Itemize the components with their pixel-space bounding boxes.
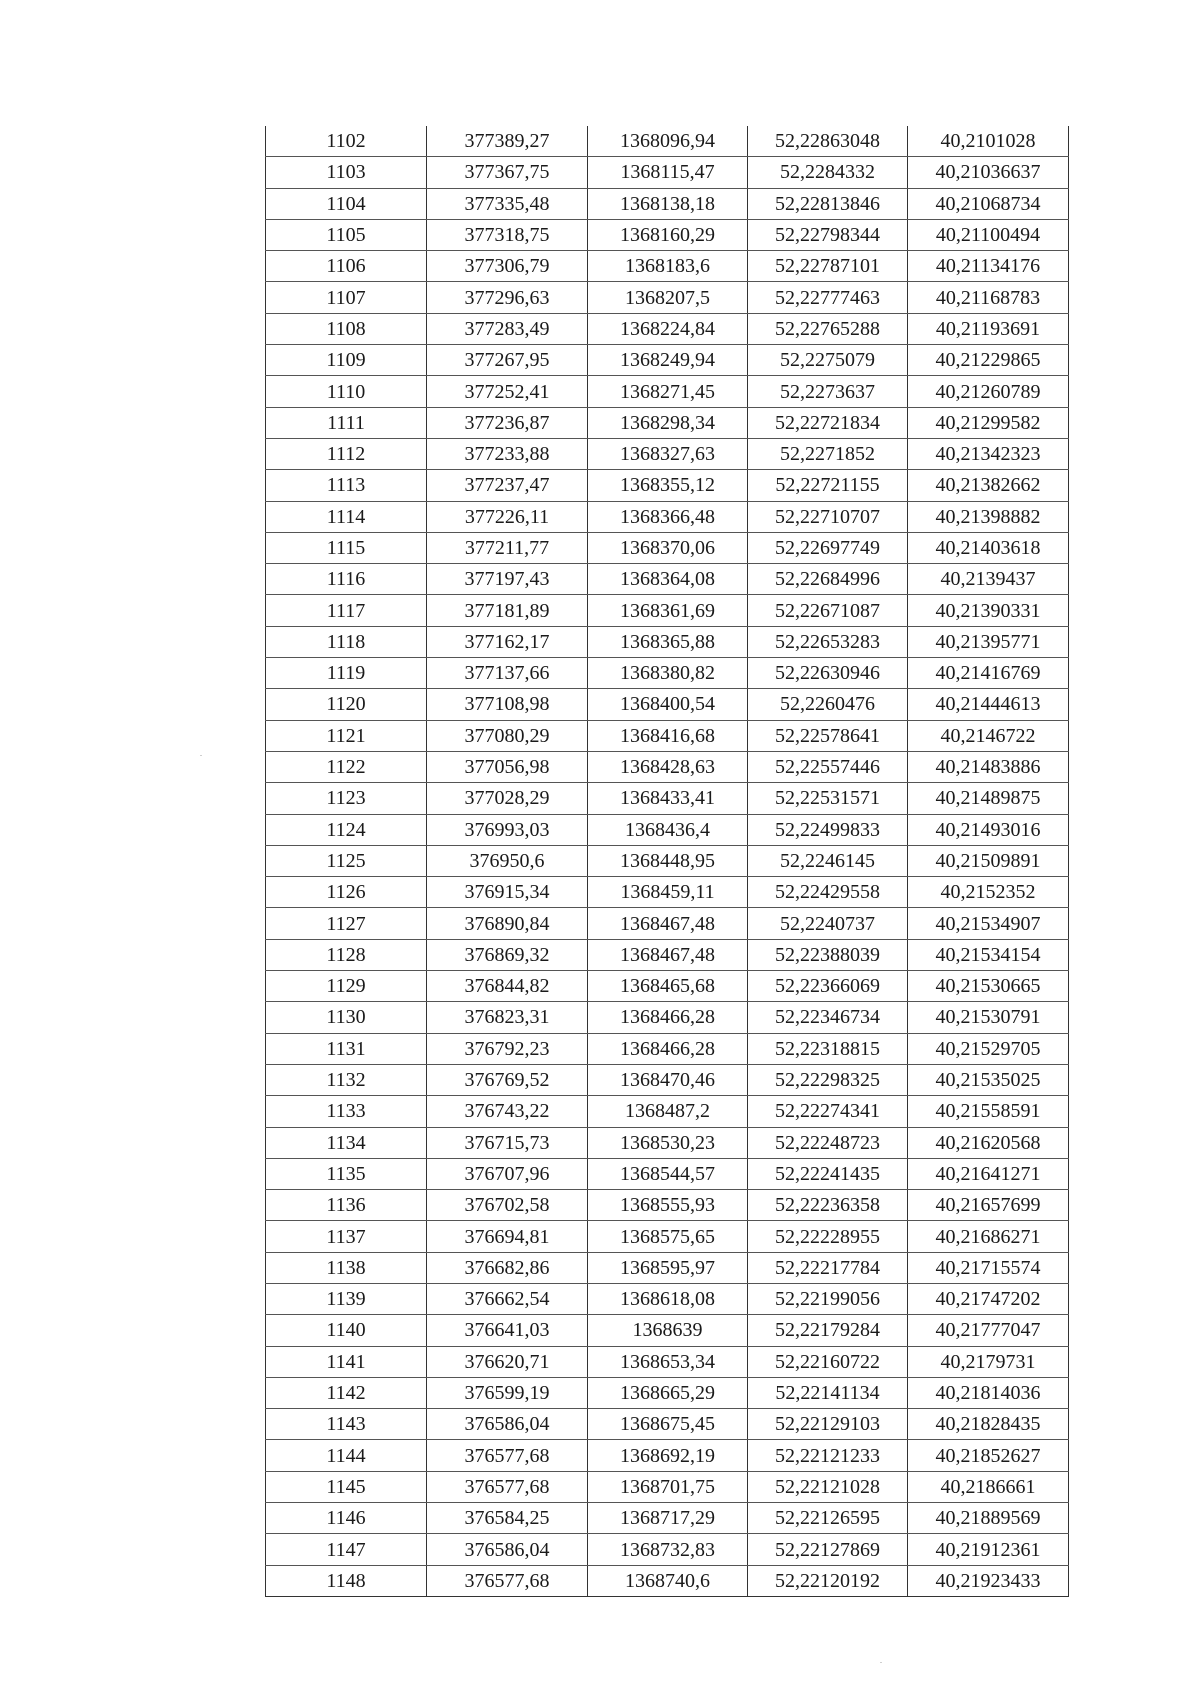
x-coordinate-cell: 376599,19 xyxy=(427,1377,588,1408)
y-coordinate-cell: 1368701,75 xyxy=(588,1471,748,1502)
point-number-cell: 1127 xyxy=(266,908,427,939)
longitude-cell: 40,21534907 xyxy=(908,908,1069,939)
point-number-cell: 1118 xyxy=(266,626,427,657)
longitude-cell: 40,2152352 xyxy=(908,877,1069,908)
longitude-cell: 40,2179731 xyxy=(908,1346,1069,1377)
longitude-cell: 40,2101028 xyxy=(908,126,1069,157)
latitude-cell: 52,22228955 xyxy=(748,1221,908,1252)
x-coordinate-cell: 377318,75 xyxy=(427,219,588,250)
longitude-cell: 40,21747202 xyxy=(908,1283,1069,1314)
table-row xyxy=(266,251,1069,282)
latitude-cell: 52,22777463 xyxy=(748,282,908,313)
point-number-cell: 1107 xyxy=(266,282,427,313)
x-coordinate-cell: 377181,89 xyxy=(427,595,588,626)
y-coordinate-cell: 1368428,63 xyxy=(588,751,748,782)
x-coordinate-cell: 377197,43 xyxy=(427,564,588,595)
latitude-cell: 52,22499833 xyxy=(748,814,908,845)
longitude-cell: 40,21814036 xyxy=(908,1377,1069,1408)
longitude-cell: 40,21260789 xyxy=(908,376,1069,407)
table-row xyxy=(266,1440,1069,1471)
y-coordinate-cell: 1368355,12 xyxy=(588,470,748,501)
latitude-cell: 52,22217784 xyxy=(748,1252,908,1283)
longitude-cell: 40,21828435 xyxy=(908,1409,1069,1440)
longitude-cell: 40,21299582 xyxy=(908,407,1069,438)
point-number-cell: 1113 xyxy=(266,470,427,501)
longitude-cell: 40,2146722 xyxy=(908,720,1069,751)
y-coordinate-cell: 1368448,95 xyxy=(588,845,748,876)
longitude-cell: 40,21398882 xyxy=(908,501,1069,532)
point-number-cell: 1105 xyxy=(266,219,427,250)
y-coordinate-cell: 1368544,57 xyxy=(588,1158,748,1189)
point-number-cell: 1112 xyxy=(266,438,427,469)
point-number-cell: 1104 xyxy=(266,188,427,219)
table-row xyxy=(266,1409,1069,1440)
x-coordinate-cell: 376950,6 xyxy=(427,845,588,876)
longitude-cell: 40,21193691 xyxy=(908,313,1069,344)
x-coordinate-cell: 376915,34 xyxy=(427,877,588,908)
table-row xyxy=(266,939,1069,970)
table-row xyxy=(266,1377,1069,1408)
longitude-cell: 40,21416769 xyxy=(908,658,1069,689)
x-coordinate-cell: 377306,79 xyxy=(427,251,588,282)
point-number-cell: 1143 xyxy=(266,1409,427,1440)
longitude-cell: 40,21620568 xyxy=(908,1127,1069,1158)
latitude-cell: 52,22710707 xyxy=(748,501,908,532)
x-coordinate-cell: 377296,63 xyxy=(427,282,588,313)
latitude-cell: 52,2260476 xyxy=(748,689,908,720)
y-coordinate-cell: 1368653,34 xyxy=(588,1346,748,1377)
table-row xyxy=(266,1252,1069,1283)
x-coordinate-cell: 377283,49 xyxy=(427,313,588,344)
table-row xyxy=(266,1096,1069,1127)
x-coordinate-cell: 377237,47 xyxy=(427,470,588,501)
y-coordinate-cell: 1368436,4 xyxy=(588,814,748,845)
x-coordinate-cell: 376702,58 xyxy=(427,1190,588,1221)
latitude-cell: 52,22298325 xyxy=(748,1064,908,1095)
y-coordinate-cell: 1368732,83 xyxy=(588,1534,748,1565)
x-coordinate-cell: 376823,31 xyxy=(427,1002,588,1033)
y-coordinate-cell: 1368595,97 xyxy=(588,1252,748,1283)
x-coordinate-cell: 376707,96 xyxy=(427,1158,588,1189)
point-number-cell: 1148 xyxy=(266,1565,427,1596)
longitude-cell: 40,21923433 xyxy=(908,1565,1069,1596)
y-coordinate-cell: 1368115,47 xyxy=(588,157,748,188)
table-row xyxy=(266,1565,1069,1596)
latitude-cell: 52,2273637 xyxy=(748,376,908,407)
latitude-cell: 52,22863048 xyxy=(748,126,908,157)
longitude-cell: 40,21068734 xyxy=(908,188,1069,219)
table-row xyxy=(266,438,1069,469)
x-coordinate-cell: 376869,32 xyxy=(427,939,588,970)
latitude-cell: 52,22721834 xyxy=(748,407,908,438)
x-coordinate-cell: 377080,29 xyxy=(427,720,588,751)
point-number-cell: 1117 xyxy=(266,595,427,626)
table-row xyxy=(266,126,1069,157)
point-number-cell: 1124 xyxy=(266,814,427,845)
y-coordinate-cell: 1368740,6 xyxy=(588,1565,748,1596)
x-coordinate-cell: 377056,98 xyxy=(427,751,588,782)
x-coordinate-cell: 377211,77 xyxy=(427,532,588,563)
longitude-cell: 40,21534154 xyxy=(908,939,1069,970)
y-coordinate-cell: 1368400,54 xyxy=(588,689,748,720)
x-coordinate-cell: 376584,25 xyxy=(427,1503,588,1534)
table-row xyxy=(266,313,1069,344)
longitude-cell: 40,21229865 xyxy=(908,345,1069,376)
latitude-cell: 52,22121028 xyxy=(748,1471,908,1502)
y-coordinate-cell: 1368470,46 xyxy=(588,1064,748,1095)
latitude-cell: 52,22236358 xyxy=(748,1190,908,1221)
latitude-cell: 52,22671087 xyxy=(748,595,908,626)
y-coordinate-cell: 1368183,6 xyxy=(588,251,748,282)
x-coordinate-cell: 376641,03 xyxy=(427,1315,588,1346)
table-row xyxy=(266,376,1069,407)
point-number-cell: 1103 xyxy=(266,157,427,188)
point-number-cell: 1122 xyxy=(266,751,427,782)
latitude-cell: 52,22531571 xyxy=(748,783,908,814)
point-number-cell: 1139 xyxy=(266,1283,427,1314)
x-coordinate-cell: 377236,87 xyxy=(427,407,588,438)
point-number-cell: 1137 xyxy=(266,1221,427,1252)
y-coordinate-cell: 1368466,28 xyxy=(588,1002,748,1033)
x-coordinate-cell: 376844,82 xyxy=(427,971,588,1002)
table-row xyxy=(266,501,1069,532)
longitude-cell: 40,21686271 xyxy=(908,1221,1069,1252)
point-number-cell: 1132 xyxy=(266,1064,427,1095)
point-number-cell: 1114 xyxy=(266,501,427,532)
x-coordinate-cell: 377028,29 xyxy=(427,783,588,814)
table-row xyxy=(266,751,1069,782)
table-row xyxy=(266,845,1069,876)
longitude-cell: 40,21403618 xyxy=(908,532,1069,563)
table-row xyxy=(266,1471,1069,1502)
longitude-cell: 40,21558591 xyxy=(908,1096,1069,1127)
point-number-cell: 1108 xyxy=(266,313,427,344)
longitude-cell: 40,21390331 xyxy=(908,595,1069,626)
table-row xyxy=(266,1283,1069,1314)
latitude-cell: 52,22697749 xyxy=(748,532,908,563)
y-coordinate-cell: 1368433,41 xyxy=(588,783,748,814)
point-number-cell: 1126 xyxy=(266,877,427,908)
table-row xyxy=(266,1064,1069,1095)
point-number-cell: 1119 xyxy=(266,658,427,689)
latitude-cell: 52,22120192 xyxy=(748,1565,908,1596)
y-coordinate-cell: 1368366,48 xyxy=(588,501,748,532)
x-coordinate-cell: 377367,75 xyxy=(427,157,588,188)
latitude-cell: 52,22798344 xyxy=(748,219,908,250)
longitude-cell: 40,21889569 xyxy=(908,1503,1069,1534)
y-coordinate-cell: 1368530,23 xyxy=(588,1127,748,1158)
table-row xyxy=(266,188,1069,219)
y-coordinate-cell: 1368096,94 xyxy=(588,126,748,157)
y-coordinate-cell: 1368618,08 xyxy=(588,1283,748,1314)
table-row xyxy=(266,282,1069,313)
point-number-cell: 1140 xyxy=(266,1315,427,1346)
longitude-cell: 40,21530791 xyxy=(908,1002,1069,1033)
point-number-cell: 1130 xyxy=(266,1002,427,1033)
table-row xyxy=(266,720,1069,751)
point-number-cell: 1102 xyxy=(266,126,427,157)
point-number-cell: 1138 xyxy=(266,1252,427,1283)
y-coordinate-cell: 1368717,29 xyxy=(588,1503,748,1534)
y-coordinate-cell: 1368487,2 xyxy=(588,1096,748,1127)
y-coordinate-cell: 1368271,45 xyxy=(588,376,748,407)
table-row xyxy=(266,564,1069,595)
longitude-cell: 40,21382662 xyxy=(908,470,1069,501)
latitude-cell: 52,22126595 xyxy=(748,1503,908,1534)
latitude-cell: 52,22318815 xyxy=(748,1033,908,1064)
longitude-cell: 40,21134176 xyxy=(908,251,1069,282)
table-row xyxy=(266,595,1069,626)
point-number-cell: 1115 xyxy=(266,532,427,563)
table-row xyxy=(266,971,1069,1002)
latitude-cell: 52,2246145 xyxy=(748,845,908,876)
x-coordinate-cell: 377226,11 xyxy=(427,501,588,532)
y-coordinate-cell: 1368370,06 xyxy=(588,532,748,563)
longitude-cell: 40,21483886 xyxy=(908,751,1069,782)
table-row xyxy=(266,908,1069,939)
latitude-cell: 52,22630946 xyxy=(748,658,908,689)
point-number-cell: 1121 xyxy=(266,720,427,751)
y-coordinate-cell: 1368555,93 xyxy=(588,1190,748,1221)
coordinates-table-body xyxy=(266,126,1069,1596)
point-number-cell: 1133 xyxy=(266,1096,427,1127)
table-row xyxy=(266,1315,1069,1346)
point-number-cell: 1123 xyxy=(266,783,427,814)
latitude-cell: 52,22248723 xyxy=(748,1127,908,1158)
latitude-cell: 52,22160722 xyxy=(748,1346,908,1377)
point-number-cell: 1142 xyxy=(266,1377,427,1408)
table-row xyxy=(266,532,1069,563)
scan-speck xyxy=(880,1662,882,1663)
point-number-cell: 1134 xyxy=(266,1127,427,1158)
point-number-cell: 1136 xyxy=(266,1190,427,1221)
longitude-cell: 40,21168783 xyxy=(908,282,1069,313)
longitude-cell: 40,21489875 xyxy=(908,783,1069,814)
x-coordinate-cell: 376715,73 xyxy=(427,1127,588,1158)
latitude-cell: 52,22765288 xyxy=(748,313,908,344)
point-number-cell: 1116 xyxy=(266,564,427,595)
table-row xyxy=(266,783,1069,814)
latitude-cell: 52,22241435 xyxy=(748,1158,908,1189)
y-coordinate-cell: 1368138,18 xyxy=(588,188,748,219)
point-number-cell: 1135 xyxy=(266,1158,427,1189)
x-coordinate-cell: 377233,88 xyxy=(427,438,588,469)
y-coordinate-cell: 1368639 xyxy=(588,1315,748,1346)
x-coordinate-cell: 376620,71 xyxy=(427,1346,588,1377)
x-coordinate-cell: 376586,04 xyxy=(427,1409,588,1440)
longitude-cell: 40,21530665 xyxy=(908,971,1069,1002)
point-number-cell: 1120 xyxy=(266,689,427,720)
x-coordinate-cell: 376890,84 xyxy=(427,908,588,939)
latitude-cell: 52,22366069 xyxy=(748,971,908,1002)
latitude-cell: 52,22653283 xyxy=(748,626,908,657)
latitude-cell: 52,2284332 xyxy=(748,157,908,188)
table-row xyxy=(266,814,1069,845)
longitude-cell: 40,21535025 xyxy=(908,1064,1069,1095)
longitude-cell: 40,2186661 xyxy=(908,1471,1069,1502)
point-number-cell: 1106 xyxy=(266,251,427,282)
latitude-cell: 52,22578641 xyxy=(748,720,908,751)
point-number-cell: 1110 xyxy=(266,376,427,407)
table-row xyxy=(266,345,1069,376)
y-coordinate-cell: 1368361,69 xyxy=(588,595,748,626)
x-coordinate-cell: 377108,98 xyxy=(427,689,588,720)
y-coordinate-cell: 1368467,48 xyxy=(588,908,748,939)
point-number-cell: 1129 xyxy=(266,971,427,1002)
y-coordinate-cell: 1368380,82 xyxy=(588,658,748,689)
table-row xyxy=(266,658,1069,689)
longitude-cell: 40,21509891 xyxy=(908,845,1069,876)
point-number-cell: 1128 xyxy=(266,939,427,970)
x-coordinate-cell: 377252,41 xyxy=(427,376,588,407)
x-coordinate-cell: 376577,68 xyxy=(427,1440,588,1471)
longitude-cell: 40,21912361 xyxy=(908,1534,1069,1565)
x-coordinate-cell: 376577,68 xyxy=(427,1471,588,1502)
x-coordinate-cell: 376577,68 xyxy=(427,1565,588,1596)
table-row xyxy=(266,407,1069,438)
y-coordinate-cell: 1368467,48 xyxy=(588,939,748,970)
coordinates-table xyxy=(265,126,1069,1597)
point-number-cell: 1141 xyxy=(266,1346,427,1377)
latitude-cell: 52,22199056 xyxy=(748,1283,908,1314)
latitude-cell: 52,22557446 xyxy=(748,751,908,782)
y-coordinate-cell: 1368665,29 xyxy=(588,1377,748,1408)
latitude-cell: 52,22429558 xyxy=(748,877,908,908)
y-coordinate-cell: 1368675,45 xyxy=(588,1409,748,1440)
point-number-cell: 1125 xyxy=(266,845,427,876)
table-row xyxy=(266,626,1069,657)
point-number-cell: 1147 xyxy=(266,1534,427,1565)
table-row xyxy=(266,1002,1069,1033)
x-coordinate-cell: 376586,04 xyxy=(427,1534,588,1565)
x-coordinate-cell: 376769,52 xyxy=(427,1064,588,1095)
x-coordinate-cell: 377267,95 xyxy=(427,345,588,376)
x-coordinate-cell: 376792,23 xyxy=(427,1033,588,1064)
longitude-cell: 40,21036637 xyxy=(908,157,1069,188)
longitude-cell: 40,21395771 xyxy=(908,626,1069,657)
longitude-cell: 40,21342323 xyxy=(908,438,1069,469)
latitude-cell: 52,22813846 xyxy=(748,188,908,219)
latitude-cell: 52,2275079 xyxy=(748,345,908,376)
y-coordinate-cell: 1368298,34 xyxy=(588,407,748,438)
scan-speck xyxy=(200,755,202,756)
table-row xyxy=(266,1503,1069,1534)
longitude-cell: 40,2139437 xyxy=(908,564,1069,595)
latitude-cell: 52,22141134 xyxy=(748,1377,908,1408)
latitude-cell: 52,22684996 xyxy=(748,564,908,595)
table-row xyxy=(266,219,1069,250)
latitude-cell: 52,22388039 xyxy=(748,939,908,970)
x-coordinate-cell: 377389,27 xyxy=(427,126,588,157)
y-coordinate-cell: 1368575,65 xyxy=(588,1221,748,1252)
longitude-cell: 40,21100494 xyxy=(908,219,1069,250)
latitude-cell: 52,22346734 xyxy=(748,1002,908,1033)
y-coordinate-cell: 1368692,19 xyxy=(588,1440,748,1471)
latitude-cell: 52,2271852 xyxy=(748,438,908,469)
table-row xyxy=(266,157,1069,188)
longitude-cell: 40,21852627 xyxy=(908,1440,1069,1471)
y-coordinate-cell: 1368465,68 xyxy=(588,971,748,1002)
y-coordinate-cell: 1368416,68 xyxy=(588,720,748,751)
latitude-cell: 52,22129103 xyxy=(748,1409,908,1440)
table-row xyxy=(266,1534,1069,1565)
longitude-cell: 40,21657699 xyxy=(908,1190,1069,1221)
latitude-cell: 52,22179284 xyxy=(748,1315,908,1346)
longitude-cell: 40,21715574 xyxy=(908,1252,1069,1283)
latitude-cell: 52,22274341 xyxy=(748,1096,908,1127)
longitude-cell: 40,21493016 xyxy=(908,814,1069,845)
longitude-cell: 40,21641271 xyxy=(908,1158,1069,1189)
x-coordinate-cell: 377137,66 xyxy=(427,658,588,689)
y-coordinate-cell: 1368459,11 xyxy=(588,877,748,908)
table-row xyxy=(266,470,1069,501)
y-coordinate-cell: 1368466,28 xyxy=(588,1033,748,1064)
table-row xyxy=(266,1221,1069,1252)
latitude-cell: 52,2240737 xyxy=(748,908,908,939)
y-coordinate-cell: 1368327,63 xyxy=(588,438,748,469)
x-coordinate-cell: 376682,86 xyxy=(427,1252,588,1283)
table-row xyxy=(266,1158,1069,1189)
point-number-cell: 1109 xyxy=(266,345,427,376)
y-coordinate-cell: 1368364,08 xyxy=(588,564,748,595)
latitude-cell: 52,22721155 xyxy=(748,470,908,501)
table-row xyxy=(266,1127,1069,1158)
y-coordinate-cell: 1368365,88 xyxy=(588,626,748,657)
point-number-cell: 1145 xyxy=(266,1471,427,1502)
x-coordinate-cell: 376743,22 xyxy=(427,1096,588,1127)
x-coordinate-cell: 376694,81 xyxy=(427,1221,588,1252)
longitude-cell: 40,21444613 xyxy=(908,689,1069,720)
point-number-cell: 1111 xyxy=(266,407,427,438)
x-coordinate-cell: 376993,03 xyxy=(427,814,588,845)
x-coordinate-cell: 377162,17 xyxy=(427,626,588,657)
point-number-cell: 1131 xyxy=(266,1033,427,1064)
y-coordinate-cell: 1368249,94 xyxy=(588,345,748,376)
point-number-cell: 1146 xyxy=(266,1503,427,1534)
table-row xyxy=(266,1346,1069,1377)
table-row xyxy=(266,877,1069,908)
table-row xyxy=(266,1190,1069,1221)
x-coordinate-cell: 377335,48 xyxy=(427,188,588,219)
latitude-cell: 52,22127869 xyxy=(748,1534,908,1565)
latitude-cell: 52,22121233 xyxy=(748,1440,908,1471)
longitude-cell: 40,21777047 xyxy=(908,1315,1069,1346)
table-row xyxy=(266,689,1069,720)
longitude-cell: 40,21529705 xyxy=(908,1033,1069,1064)
latitude-cell: 52,22787101 xyxy=(748,251,908,282)
x-coordinate-cell: 376662,54 xyxy=(427,1283,588,1314)
y-coordinate-cell: 1368207,5 xyxy=(588,282,748,313)
y-coordinate-cell: 1368224,84 xyxy=(588,313,748,344)
point-number-cell: 1144 xyxy=(266,1440,427,1471)
table-row xyxy=(266,1033,1069,1064)
y-coordinate-cell: 1368160,29 xyxy=(588,219,748,250)
